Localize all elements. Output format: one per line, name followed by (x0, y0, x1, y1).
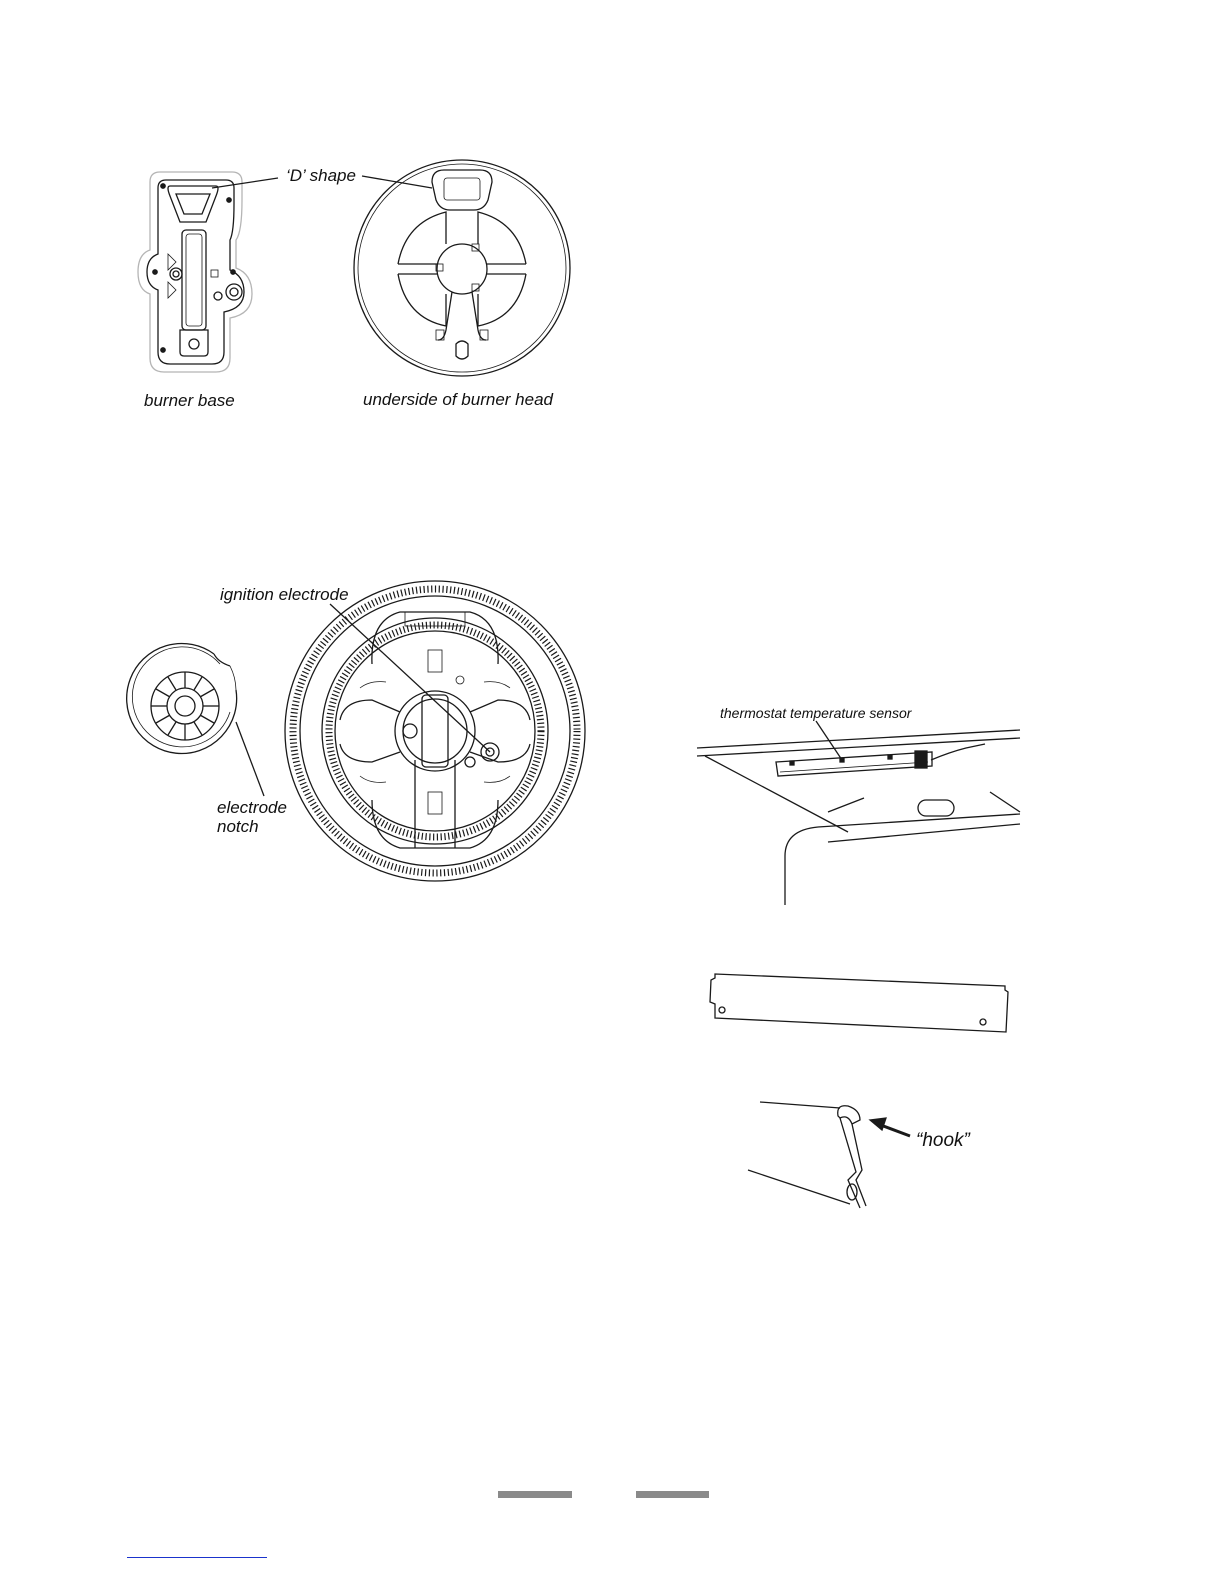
hook-arrow (870, 1118, 910, 1136)
electrode-notch-label-line2: notch (217, 817, 259, 836)
rail-plate-diagram (710, 974, 1008, 1032)
thermostat-sensor-label: thermostat temperature sensor (720, 705, 912, 721)
electrode-notch-leader (236, 722, 264, 796)
electrode-notch-label-line1: electrode (217, 798, 287, 817)
d-shape-label: ‘D’ shape (286, 166, 356, 185)
d-shape-leader-right (362, 176, 432, 188)
link-underline (127, 1557, 267, 1558)
burner-base-diagram (138, 172, 252, 372)
ignition-electrode-label: ignition electrode (220, 585, 349, 604)
page-footer-bar-left (498, 1491, 572, 1498)
burner-head-underside-label: underside of burner head (363, 390, 553, 409)
burner-assembly-diagram (285, 581, 585, 881)
hook-diagram (748, 1102, 866, 1208)
burner-base-label: burner base (144, 391, 235, 410)
hook-label: “hook” (916, 1130, 970, 1151)
thermostat-sensor-diagram (697, 730, 1020, 905)
page-footer-bar-right (636, 1491, 709, 1498)
burner-head-underside-diagram (354, 160, 570, 376)
burner-cap-diagram (127, 643, 237, 753)
